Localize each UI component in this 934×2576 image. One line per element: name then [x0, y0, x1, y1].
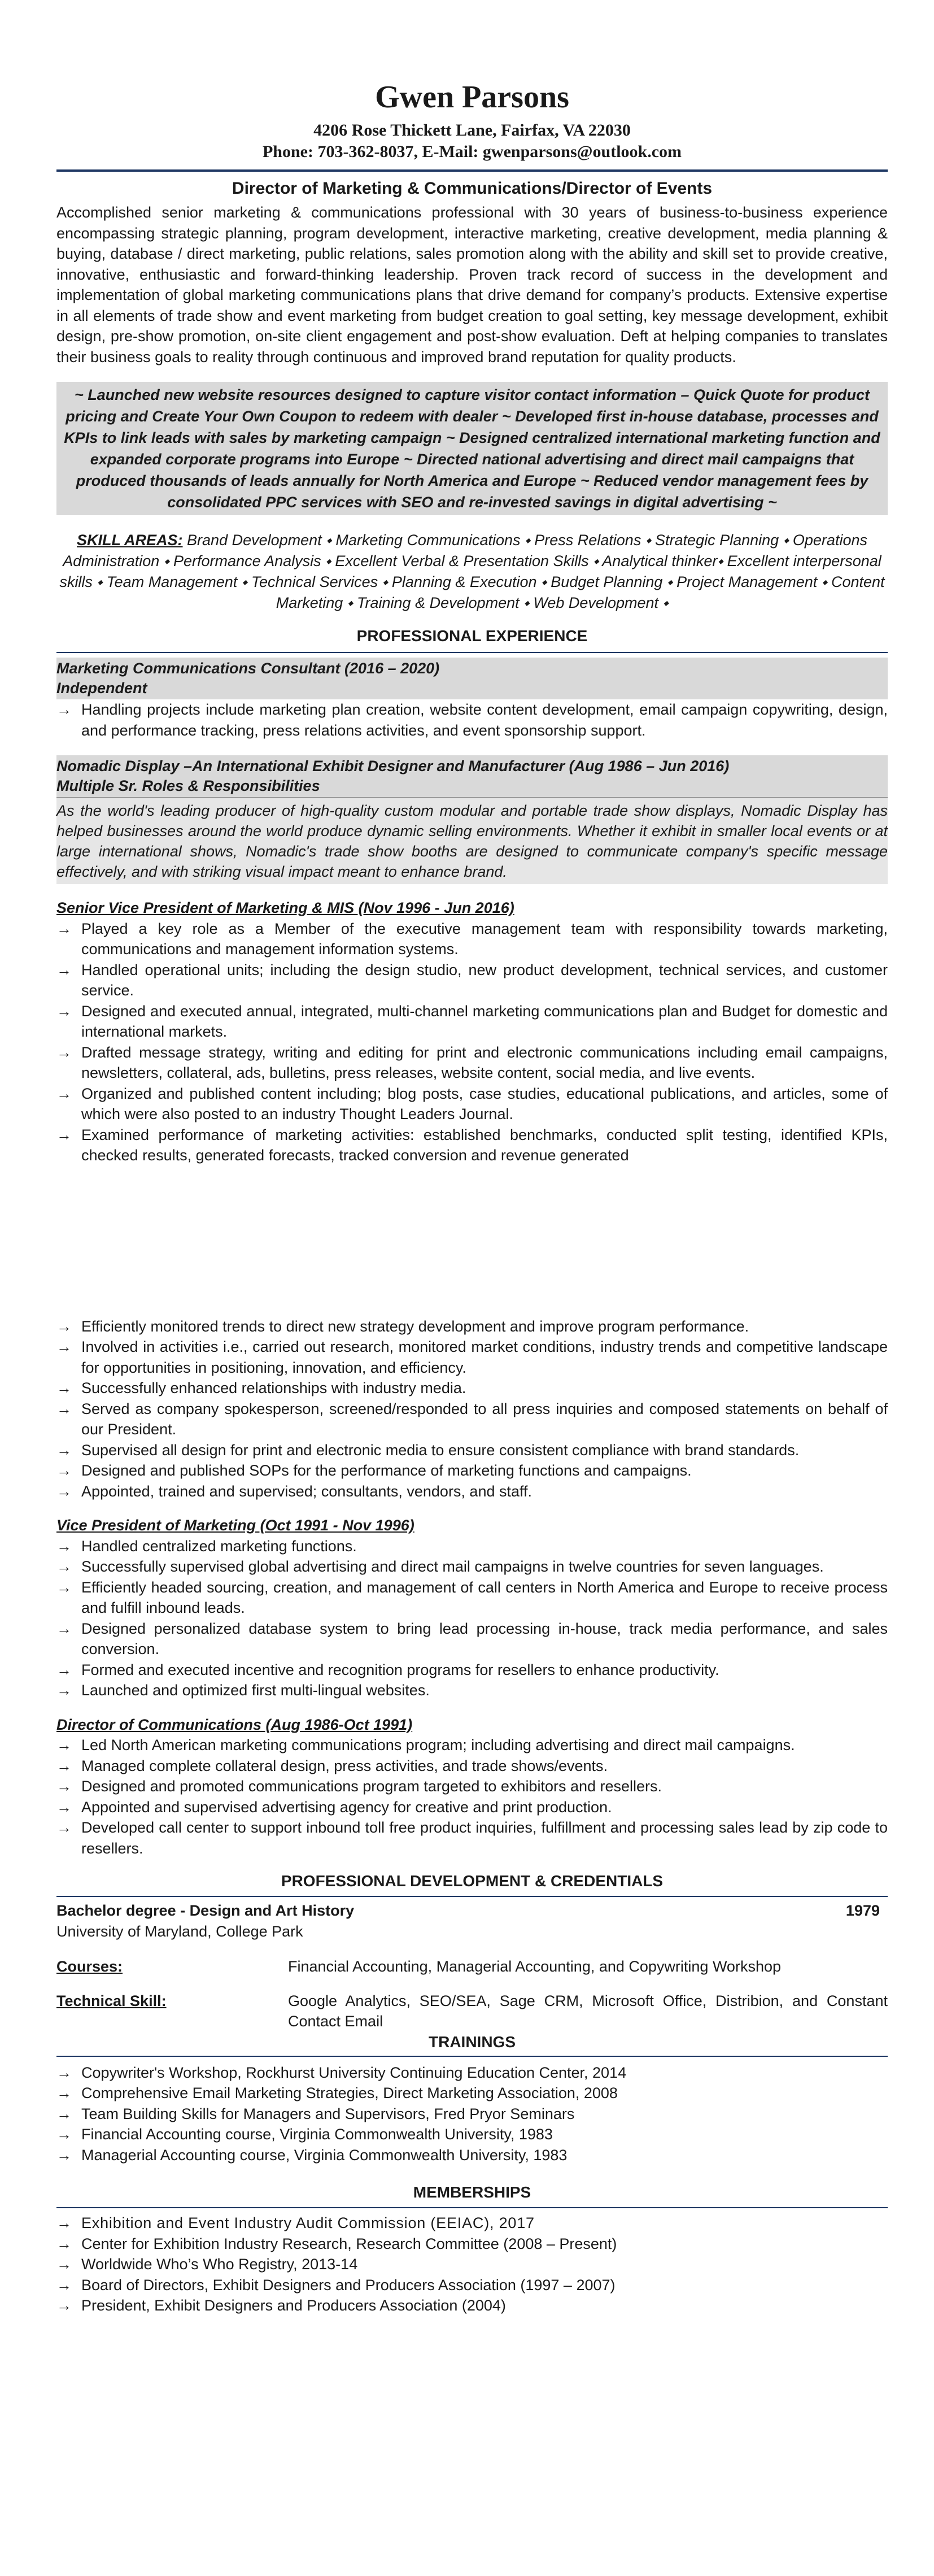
vp-bullets — [56, 1536, 888, 1701]
arrow-bullet-icon: → — [56, 1537, 72, 1555]
role-vp-title: Vice President of Marketing (Oct 1991 - Nov 1996) — [56, 1517, 414, 1534]
list-item: → Board of Directors, Exhibit Designers and Producers Association (1997 – 2007) — [56, 2275, 888, 2296]
header-divider — [56, 169, 888, 172]
arrow-bullet-icon: → — [56, 1462, 72, 1479]
arrow-bullet-icon: → — [56, 1757, 72, 1774]
list-item: → Served as company spokesperson, screened/responded to all press inquiries and composed statements on behalf of our President. — [56, 1399, 888, 1440]
arrow-bullet-icon: → — [56, 1798, 72, 1816]
arrow-bullet-icon: → — [56, 1085, 72, 1102]
list-item: → Successfully enhanced relationships with industry media. — [56, 1378, 888, 1399]
headline: Director of Marketing & Communications/Director of Events — [232, 179, 713, 198]
svp-bullets-continued — [56, 1316, 888, 1502]
director-communications-bullets — [56, 1735, 888, 1859]
section-divider — [56, 2056, 888, 2057]
arrow-bullet-icon: → — [56, 2105, 72, 2122]
job-org: Independent — [56, 680, 147, 697]
arrow-bullet-icon: → — [56, 2256, 72, 2273]
section-divider — [56, 652, 888, 653]
resume-header — [56, 79, 888, 163]
arrow-bullet-icon: → — [56, 1317, 72, 1335]
list-item: → Handling projects include marketing plan creation, website content development, email campaign copywriting, design, and performance tracking, press relations activities, and event sponsorship support. — [56, 699, 888, 741]
list-item: → Appointed, trained and supervised; consultants, vendors, and staff. — [56, 1481, 888, 1502]
section-divider — [56, 2207, 888, 2208]
arrow-bullet-icon: → — [56, 1338, 72, 1355]
list-item: → Copywriter's Workshop, Rockhurst University Continuing Education Center, 2014 — [56, 2062, 888, 2083]
list-item: → President, Exhibit Designers and Producers Association (2004) — [56, 2295, 888, 2316]
role-svp-title: Senior Vice President of Marketing & MIS (Nov 1996 - Jun 2016) — [56, 899, 514, 916]
list-item: → Comprehensive Email Marketing Strategies, Direct Marketing Association, 2008 — [56, 2083, 888, 2104]
technical-skill-value: Google Analytics, SEO/SEA, Sage CRM, Microsoft Office, Distribion, and Constant Contact Email — [288, 1992, 888, 2030]
page-break-gap — [56, 1166, 888, 1316]
consultant-bullets — [56, 699, 888, 741]
list-item: → Handled operational units; including the design studio, new product development, technical services, and customer service. — [56, 960, 888, 1001]
list-item: → Efficiently headed sourcing, creation, and management of call centers in North America and Europe to receive process and fulfill inbound leads. — [56, 1577, 888, 1618]
degree-school: University of Maryland, College Park — [56, 1922, 303, 1940]
list-item: → Team Building Skills for Managers and Supervisors, Fred Pryor Seminars — [56, 2104, 888, 2125]
courses-label: Courses: — [56, 1958, 123, 1975]
degree-year: 1979 — [845, 1902, 880, 1919]
list-item: → Designed and promoted communications program targeted to exhibitors and resellers. — [56, 1776, 888, 1797]
arrow-bullet-icon: → — [56, 2276, 72, 2294]
arrow-bullet-icon: → — [56, 1380, 72, 1396]
list-item: → Managed complete collateral design, press activities, and trade shows/events. — [56, 1756, 888, 1777]
arrow-bullet-icon: → — [56, 1578, 72, 1596]
list-item: → Played a key role as a Member of the executive management team with responsibility towards marketing, communications and management information systems. — [56, 919, 888, 960]
summary-paragraph: Accomplished senior marketing & communications professional with 30 years of business-to-business experience encompassing strategic planning, program development, interactive marketing, creative development, media planning & buying, database / direct marketing, public relations, sales promotion along with the ability and skill set to provide creative, innovative, enthusiastic and forward-thinking leadership. Proven track record of success in the development and implementation of global marketing communications plans that drive demand for company’s products. Extensive expertise in all elements of trade show and event marketing from budget creation to goal setting, key message development, exhibit design, pre-show promotion, on-site client engagement and post-show evaluation. Deft at helping companies to translates their business goals to reality through continuous and improved brand reputation for quality products. — [56, 204, 888, 365]
list-item: → Developed call center to support inbound toll free product inquiries, fulfillment and processing sales lead by zip code to resellers. — [56, 1817, 888, 1859]
arrow-bullet-icon: → — [56, 2297, 72, 2314]
company-title: Nomadic Display –An International Exhibit Designer and Manufacturer (Aug 1986 – Jun 2016) — [56, 758, 730, 774]
arrow-bullet-icon: → — [56, 1620, 72, 1637]
list-item: → Launched and optimized first multi-lingual websites. — [56, 1680, 888, 1701]
arrow-bullet-icon: → — [56, 2146, 72, 2164]
list-item: → Organized and published content including; blog posts, case studies, educational publications, and articles, some of which were also posted to an industry Thought Leaders Journal. — [56, 1084, 888, 1125]
section-heading-trainings: TRAININGS — [429, 2033, 516, 2051]
list-item: → Handled centralized marketing functions. — [56, 1536, 888, 1557]
arrow-bullet-icon: → — [56, 1778, 72, 1795]
skill-areas-label: SKILL AREAS: — [77, 532, 183, 549]
list-item: → Successfully supervised global advertising and direct mail campaigns in twelve countries for seven languages. — [56, 1556, 888, 1577]
degree-name: Bachelor degree - Design and Art History — [56, 1902, 355, 1919]
list-item: → Supervised all design for print and electronic media to ensure consistent compliance with brand standards. — [56, 1440, 888, 1461]
arrow-bullet-icon: → — [56, 2126, 72, 2143]
company-nomadic-header — [56, 755, 888, 797]
role-director-communications-title: Director of Communications (Aug 1986-Oct 1991) — [56, 1716, 413, 1733]
courses-value: Financial Accounting, Managerial Accounting, and Copywriting Workshop — [288, 1958, 781, 1975]
arrow-bullet-icon: → — [56, 1558, 72, 1575]
list-item: → Managerial Accounting course, Virginia Commonwealth University, 1983 — [56, 2145, 888, 2166]
arrow-bullet-icon: → — [56, 1441, 72, 1459]
section-divider — [56, 1896, 888, 1897]
company-subtitle: Multiple Sr. Roles & Responsibilities — [56, 777, 320, 794]
section-heading-experience: PROFESSIONAL EXPERIENCE — [356, 627, 588, 645]
section-heading-development: PROFESSIONAL DEVELOPMENT & CREDENTIALS — [281, 1872, 664, 1890]
arrow-bullet-icon: → — [56, 1661, 72, 1678]
arrow-bullet-icon: → — [56, 1400, 72, 1417]
list-item: → Worldwide Who’s Who Registry, 2013-14 — [56, 2254, 888, 2275]
job-title: Marketing Communications Consultant (2016 – 2020) — [56, 660, 440, 677]
resume-page — [56, 79, 888, 2316]
arrow-bullet-icon: → — [56, 2064, 72, 2081]
arrow-bullet-icon: → — [56, 961, 72, 978]
degree-row — [56, 1900, 888, 1921]
list-item: → Led North American marketing communications program; including advertising and direct mail campaigns. — [56, 1735, 888, 1756]
arrow-bullet-icon: → — [56, 2214, 72, 2231]
memberships-list — [56, 2213, 888, 2316]
list-item: → Drafted message strategy, writing and editing for print and electronic communications including email campaigns, newsletters, collateral, ads, bulletins, press releases, website content, social media, and live events. — [56, 1042, 888, 1084]
list-item: → Formed and executed incentive and recognition programs for resellers to enhance productivity. — [56, 1660, 888, 1681]
arrow-bullet-icon: → — [56, 1043, 72, 1061]
svp-bullets — [56, 919, 888, 1166]
list-item: → Appointed and supervised advertising agency for creative and print production. — [56, 1797, 888, 1818]
arrow-bullet-icon: → — [56, 2085, 72, 2101]
arrow-bullet-icon: → — [56, 1737, 72, 1753]
technical-skill-label: Technical Skill: — [56, 1992, 167, 2009]
list-item: → Examined performance of marketing activities: established benchmarks, conducted split testing, identified KPIs, checked results, generated forecasts, tracked conversion and revenue generated — [56, 1125, 888, 1166]
arrow-bullet-icon: → — [56, 920, 72, 937]
arrow-bullet-icon: → — [56, 2235, 72, 2252]
section-heading-memberships: MEMBERSHIPS — [413, 2183, 531, 2201]
highlights-box: ~ Launched new website resources designed to capture visitor contact information – Quick Quote for product pricing and Create Your Own Coupon to redeem with dealer ~ Developed first in-house database, processes and KPIs to link leads with sales by marketing campaign ~ Designed centralized international marketing function and expanded corporate programs into Europe ~ Directed national advertising and direct mail campaigns that produced thousands of leads annually for North America and Europe ~ Reduced vendor management fees by consolidated PPC services with SEO and re-invested savings in digital advertising ~ — [56, 382, 888, 515]
candidate-address: 4206 Rose Thickett Lane, Fairfax, VA 22030 — [313, 121, 631, 140]
skill-areas-list: Brand Development ⬩ Marketing Communications ⬩ Press Relations ⬩ Strategic Planning ⬩ Operations Administration ⬩ Performance Analysis ⬩ Excellent Verbal & Presentation Skills ⬩ Analytical thinker⬩ Excellent interpersonal skills ⬩ Team Management ⬩ Technical Services ⬩ Planning & Execution ⬩ Budget Planning ⬩ Project Management ⬩ Content Marketing ⬩ Training & Development ⬩ Web Development ⬩ — [59, 532, 885, 611]
list-item: → Involved in activities i.e., carried out research, monitored market conditions, industry trends and competitive landscape for opportunities in positioning, innovation, and efficiency. — [56, 1337, 888, 1378]
arrow-bullet-icon: → — [56, 1126, 72, 1143]
list-item: → Designed personalized database system to bring lead processing in-house, track media performance, and sales conversion. — [56, 1618, 888, 1660]
arrow-bullet-icon: → — [56, 1482, 72, 1500]
company-description: As the world's leading producer of high-quality custom modular and portable trade show displays, Nomadic Display has helped businesses around the world produce dynamic selling environments. Whether it exhibit in smaller local events or at large international shows, Nomadic's trade show booths are designed to communicate company's specific message effectively, and with striking visual impact meant to enhance brand. — [56, 798, 888, 884]
technical-skill-row — [56, 1991, 888, 2032]
arrow-bullet-icon: → — [56, 1002, 72, 1020]
skill-areas — [56, 530, 888, 613]
list-item: → Designed and published SOPs for the performance of marketing functions and campaigns. — [56, 1460, 888, 1481]
list-item: → Financial Accounting course, Virginia Commonwealth University, 1983 — [56, 2124, 888, 2145]
candidate-name: Gwen Parsons — [375, 80, 569, 115]
arrow-bullet-icon: → — [56, 1819, 72, 1836]
arrow-bullet-icon: → — [56, 701, 72, 718]
list-item: → Center for Exhibition Industry Research, Research Committee (2008 – Present) — [56, 2234, 888, 2255]
job-consultant-header — [56, 658, 888, 699]
arrow-bullet-icon: → — [56, 1682, 72, 1699]
candidate-contact: Phone: 703-362-8037, E-Mail: gwenparsons@outlook.com — [262, 142, 682, 161]
list-item: → Designed and executed annual, integrated, multi-channel marketing communications plan and Budget for domestic and international markets. — [56, 1001, 888, 1042]
list-item: → Exhibition and Event Industry Audit Commission (EEIAC), 2017 — [56, 2213, 888, 2234]
trainings-list — [56, 2062, 888, 2166]
courses-row — [56, 1956, 888, 1977]
list-item: → Efficiently monitored trends to direct new strategy development and improve program performance. — [56, 1316, 888, 1337]
